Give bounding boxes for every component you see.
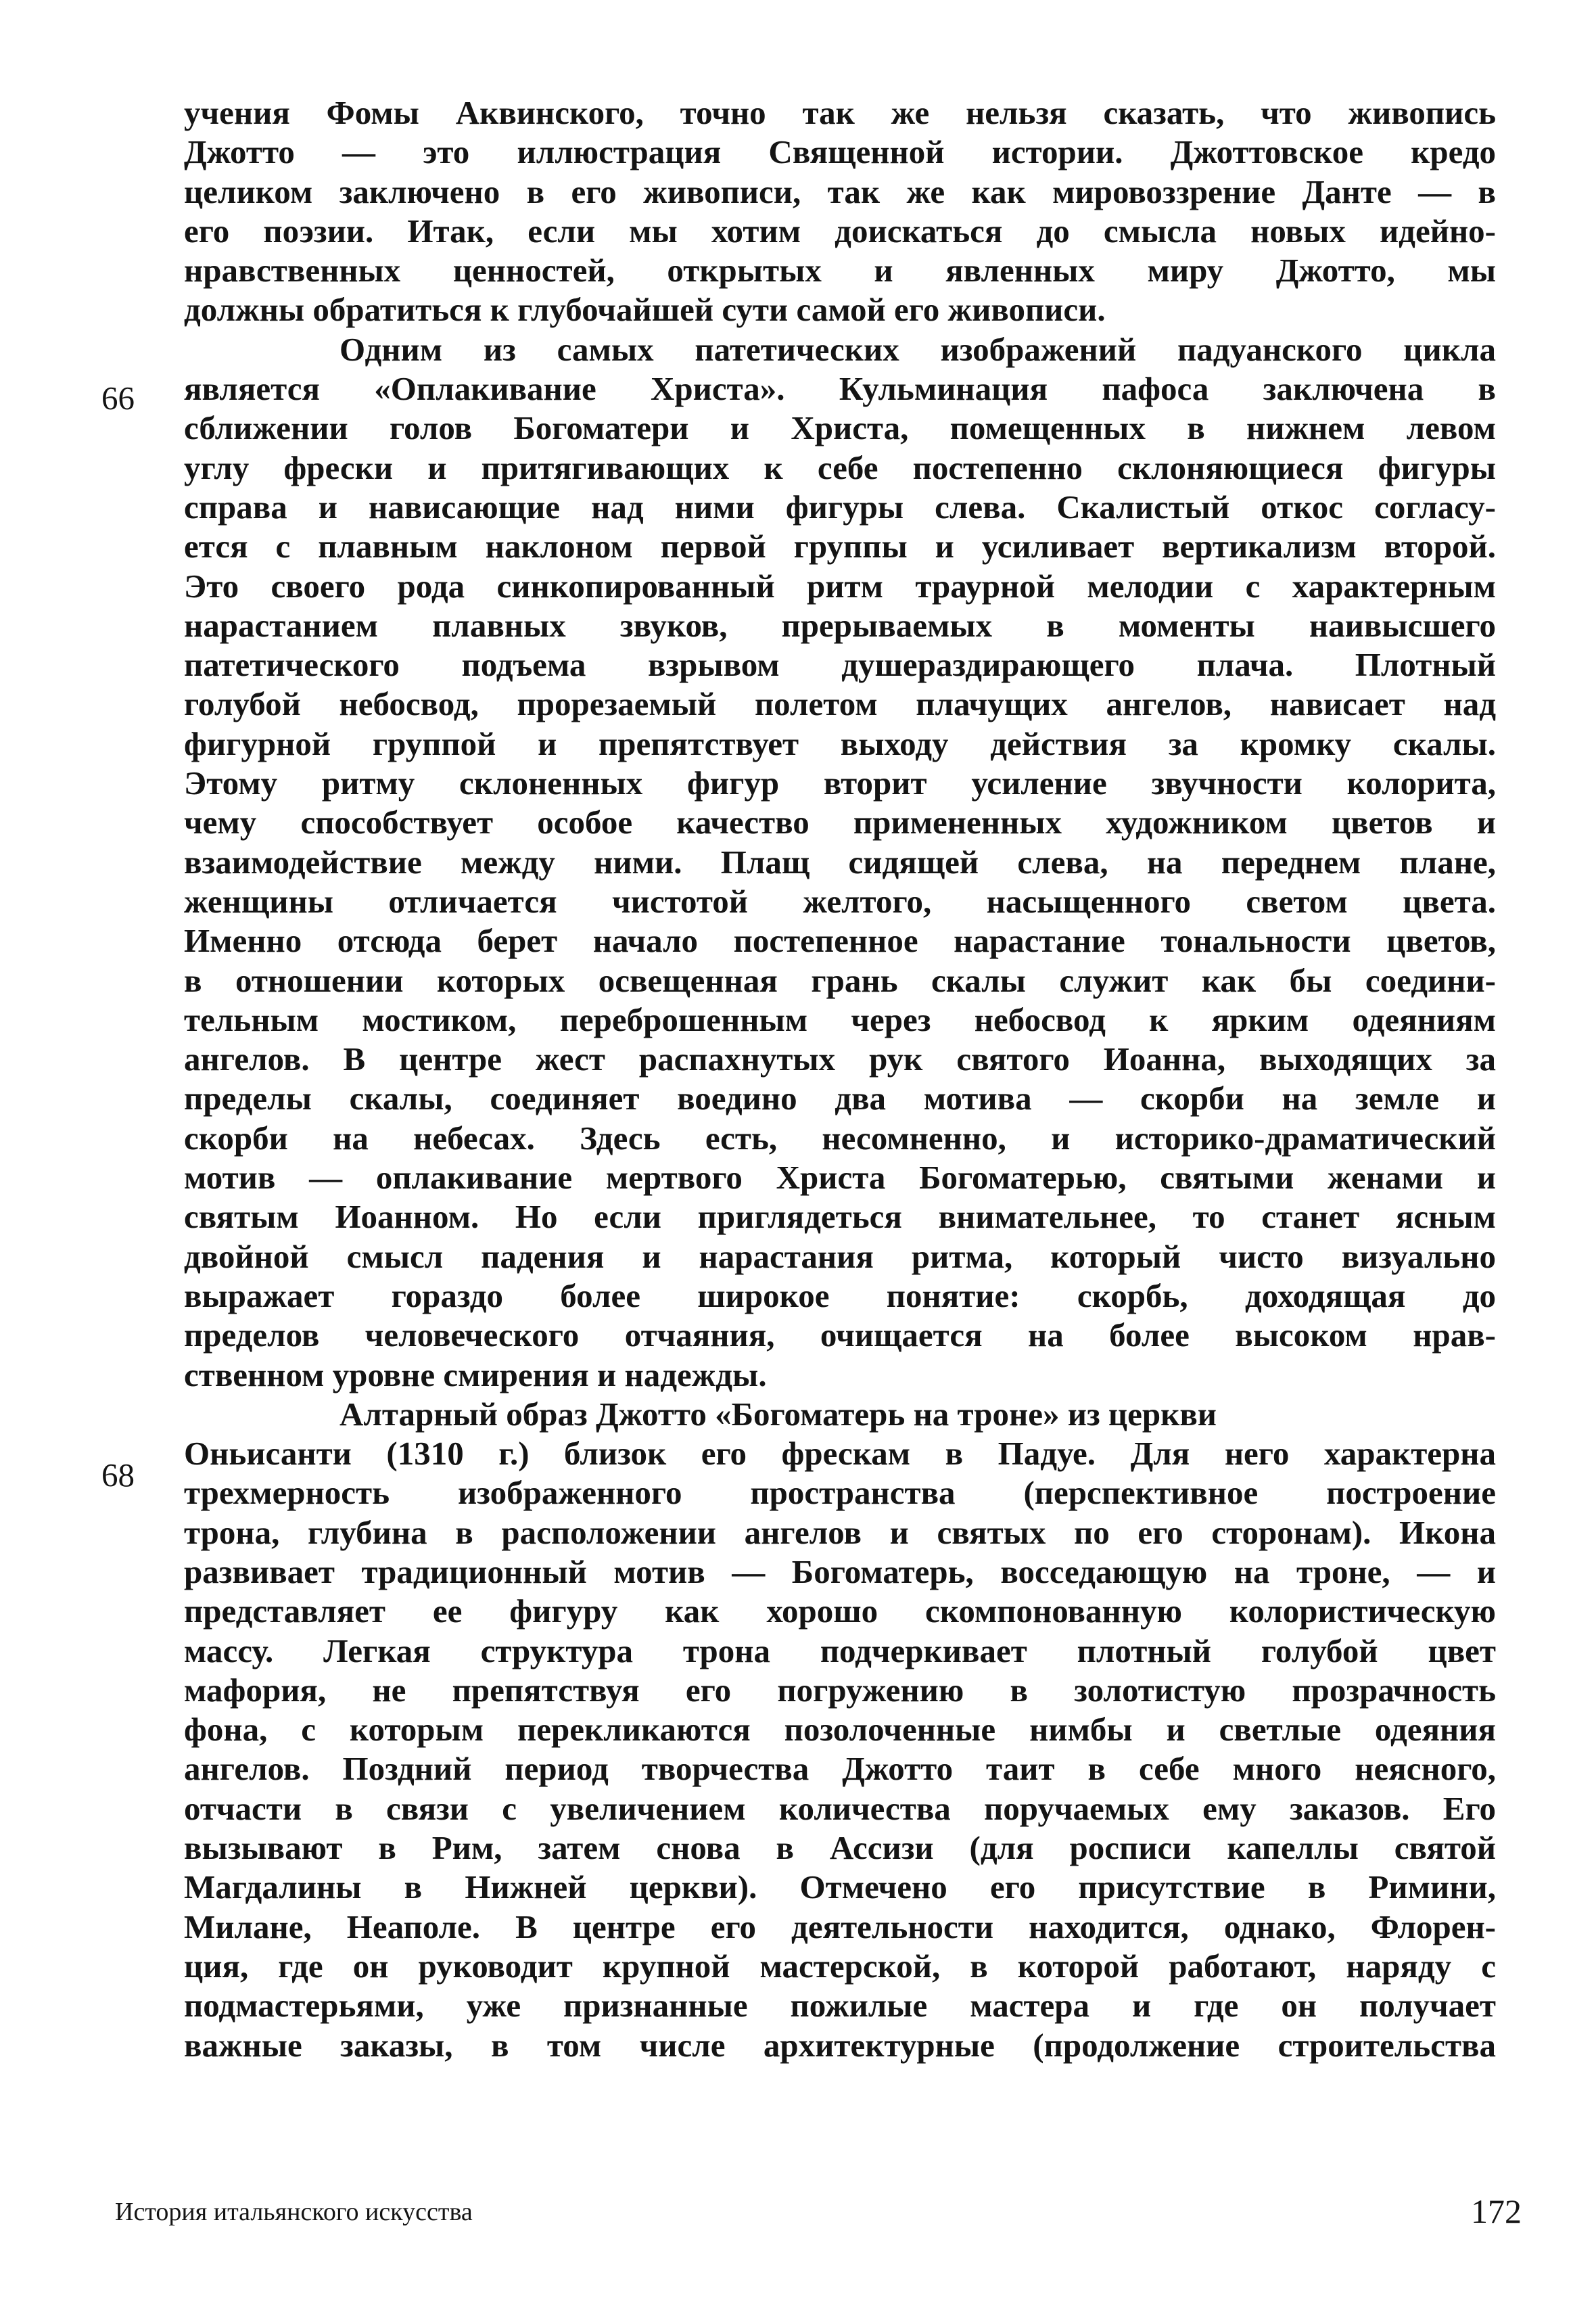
text-line: Одним из самых патетических изображений падуанского цикла (339, 330, 1496, 368)
text-line: отчасти в связи с увеличением количества поручаемых ему заказов. Его (184, 1789, 1496, 1827)
text-line: святым Иоанном. Но если приглядеться внимательнее, то станет ясным (184, 1198, 1496, 1236)
text-line: важные заказы, в том числе архитектурные (продолжение строительства (184, 2026, 1496, 2064)
text-line: массу. Легкая структура трона подчеркивает плотный голубой цвет (184, 1632, 1496, 1669)
text-line: Джотто — это иллюстрация Священной истории. Джоттовское кредо (184, 133, 1496, 171)
text-line: справа и нависающие над ними фигуры слева. Скалистый откос согласу- (184, 488, 1496, 526)
text-line: должны обратиться к глубочайшей сути самой его живописи. (184, 291, 1106, 329)
text-line: его поэзии. Итак, если мы хотим доискаться до смысла новых идейно- (184, 212, 1496, 250)
text-line: ангелов. Поздний период творчества Джотто таит в себе много неясного, (184, 1750, 1496, 1788)
text-line: выражает гораздо более широкое понятие: скорбь, доходящая до (184, 1276, 1496, 1314)
text-line: патетического подъема взрывом душераздирающего плача. Плотный (184, 646, 1496, 684)
text-line: развивает традиционный мотив — Богоматерь, восседающую на троне, — и (184, 1552, 1496, 1590)
text-line: сближении голов Богоматери и Христа, помещенных в нижнем левом (184, 409, 1496, 447)
text-line: трона, глубина в расположении ангелов и святых по его сторонам). Икона (184, 1513, 1496, 1551)
text-line: пределы скалы, соединяет воедино два мотива — скорби на земле и (184, 1080, 1496, 1117)
margin-figure-ref: 68 (101, 1456, 135, 1494)
text-line: вызывают в Рим, затем снова в Ассизи (для росписи капеллы святой (184, 1829, 1496, 1867)
text-line: Именно отсюда берет начало постепенное нарастание тональности цветов, (184, 922, 1496, 960)
body-text (184, 93, 1496, 2065)
text-line: нравственных ценностей, открытых и явленных миру Джотто, мы (184, 252, 1496, 290)
text-line: нарастанием плавных звуков, прерываемых в моменты наивысшего (184, 606, 1496, 644)
running-footer-title: История итальянского искусства (115, 2198, 473, 2226)
text-line: голубой небосвод, прорезаемый полетом плачущих ангелов, нависает над (184, 685, 1496, 723)
text-line: Магдалины в Нижней церкви). Отмечено его присутствие в Римини, (184, 1868, 1496, 1906)
text-line: Это своего рода синкопированный ритм траурной мелодии с характерным (184, 567, 1496, 605)
text-line: мафория, не препятствуя его погружению в золотистую прозрачность (184, 1671, 1496, 1709)
page-number: 172 (1471, 2192, 1522, 2230)
text-line: женщины отличается чистотой желтого, насыщенного светом цвета. (184, 882, 1496, 920)
text-line: ция, где он руководит крупной мастерской, в которой работают, наряду с (184, 1947, 1496, 1985)
text-line: ется с плавным наклоном первой группы и усиливает вертикализм второй. (184, 528, 1496, 566)
text-line: Оньисанти (1310 г.) близок его фрескам в Падуе. Для него характерна (184, 1435, 1496, 1473)
text-line: представляет ее фигуру как хорошо скомпонованную колористическую (184, 1592, 1496, 1630)
text-line: учения Фомы Аквинского, точно так же нельзя сказать, что живопись (184, 94, 1496, 131)
text-line: мотив — оплакивание мертвого Христа Богоматерью, святыми женами и (184, 1159, 1496, 1197)
text-line: является «Оплакивание Христа». Кульминация пафоса заключена в (184, 370, 1496, 408)
text-line: целиком заключено в его живописи, так же как мировоззрение Данте — в (184, 172, 1496, 210)
margin-figure-ref: 66 (101, 379, 135, 417)
text-line: фигурной группой и препятствует выходу действия за кромку скалы. (184, 724, 1496, 762)
text-line: ственном уровне смирения и надежды. (184, 1356, 767, 1393)
text-line: двойной смысл падения и нарастания ритма, который чисто визуально (184, 1237, 1496, 1275)
text-line: углу фрески и притягивающих к себе постепенно склоняющиеся фигуры (184, 448, 1496, 486)
text-line: подмастерьями, уже признанные пожилые мастера и где он получает (184, 1987, 1496, 2025)
text-line: Милане, Неаполе. В центре его деятельности находится, однако, Флорен- (184, 1908, 1496, 1945)
text-line: фона, с которым перекликаются позолоченные нимбы и светлые одеяния (184, 1711, 1496, 1749)
text-line: трехмерность изображенного пространства (перспективное построение (184, 1474, 1496, 1512)
text-line: тельным мостиком, переброшенным через небосвод к ярким одеяниям (184, 1000, 1496, 1038)
text-line: взаимодействие между ними. Плащ сидящей слева, на переднем плане, (184, 843, 1496, 881)
text-line: пределов человеческого отчаяния, очищается на более высоком нрав- (184, 1316, 1496, 1354)
text-line: Этому ритму склоненных фигур вторит усиление звучности колорита, (184, 764, 1496, 802)
text-line: в отношении которых освещенная грань скалы служит как бы соедини- (184, 961, 1496, 999)
text-line: Алтарный образ Джотто «Богоматерь на троне» из церкви (339, 1395, 1217, 1433)
text-line: чему способствует особое качество примененных художником цветов и (184, 804, 1496, 841)
text-line: ангелов. В центре жест распахнутых рук святого Иоанна, выходящих за (184, 1040, 1496, 1078)
text-line: скорби на небесах. Здесь есть, несомненно, и историко-драматический (184, 1119, 1496, 1157)
